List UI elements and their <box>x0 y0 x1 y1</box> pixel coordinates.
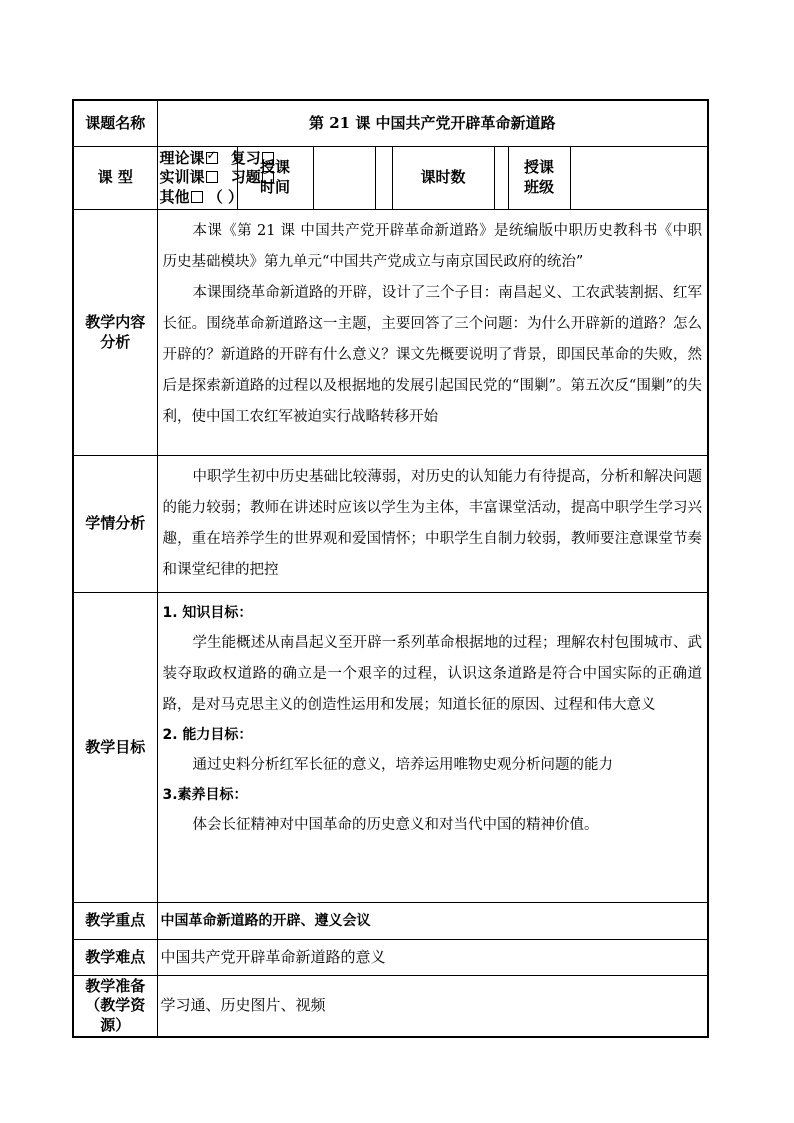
hours-value[interactable] <box>494 146 508 210</box>
student-analysis-paragraph: 中职学生初中历史基础比较薄弱，对历史的认知能力有待提高，分析和解决问题的能力较弱；教师在讲述时应该以学生为主体，丰富课堂活动，提高中职学生学习兴趣，重在培养学生的世界观和爱国情怀；中职学生自制力较弱，教师要注意课堂节奏和课堂纪律的把控 <box>162 469 703 578</box>
difficulties-label: 教学难点 <box>73 940 157 976</box>
knowledge-objective-heading: 1. 知识目标： <box>162 605 253 621</box>
type-other-label: 其他 <box>159 187 190 206</box>
difficulties-text: 中国共产党开辟革命新道路的意义 <box>157 940 708 976</box>
student-analysis-row <box>73 456 708 593</box>
type-theory-label: 理论课 <box>159 148 205 167</box>
type-review-label: 复习 <box>230 148 261 167</box>
teach-time-value[interactable] <box>313 146 375 210</box>
literacy-objective-heading: 3.素养目标： <box>162 787 248 803</box>
class-label-line1: 授课 <box>523 158 554 177</box>
literacy-objective-text: 体会长征精神对中国革命的历史意义和对当代中国的精神价值。 <box>192 817 599 833</box>
teach-time-label-line2: 时间 <box>259 177 290 196</box>
student-analysis-label: 学情分析 <box>73 456 157 593</box>
difficulties-row <box>73 940 708 976</box>
content-analysis-paragraph-2: 本课围绕革命新道路的开辟，设计了三个子目：南昌起义、工农武装割据、红军长征。围绕革命新道路这一主题，主要回答了三个问题：为什么开辟新的道路？怎么开辟的？新道路的开辟有什么意义？课文先概要说明了背景，即国民革命的失败，然后是探索新道路的过程以及根据地的发展引起国民党的“围剿”。第五次反“围剿”的失利，使中国工农红军被迫实行战略转移开始 <box>162 285 703 425</box>
preparation-label-line2: （教学资 <box>85 996 146 1014</box>
teach-time-label-line1: 授课 <box>259 158 290 177</box>
preparation-label <box>73 976 157 1037</box>
objectives-text <box>157 593 708 903</box>
class-label <box>508 146 570 210</box>
exercise-checkbox[interactable] <box>262 171 274 183</box>
content-analysis-paragraph-1: 本课《第 21 课 中国共产党开辟革命新道路》是统编版中职历史教科书《中职历史基础模块》第九单元“中国共产党成立与南京国民政府的统治” <box>162 223 703 270</box>
theory-checkbox[interactable] <box>206 152 218 164</box>
lesson-plan-table <box>72 99 709 1038</box>
type-line-3 <box>159 187 243 208</box>
type-label: 课 型 <box>73 146 157 210</box>
type-practice-label: 实训课 <box>159 168 205 186</box>
type-exercise-label: 习题 <box>230 168 261 186</box>
type-line-1 <box>159 148 261 169</box>
type-line-2 <box>159 168 261 188</box>
student-analysis-text <box>157 456 708 593</box>
preparation-label-line3: 源） <box>100 1015 131 1034</box>
objectives-row <box>73 593 708 903</box>
content-analysis-label-line2: 分析 <box>100 332 131 351</box>
key-points-text: 中国革命新道路的开辟、遵义会议 <box>157 903 708 940</box>
lesson-title: 第 21 课 中国共产党开辟革命新道路 <box>157 100 708 146</box>
preparation-text: 学习通、历史图片、视频 <box>157 976 708 1037</box>
type-row <box>73 146 708 210</box>
spacer-cell-1 <box>375 146 392 210</box>
title-row <box>73 100 708 146</box>
content-analysis-text <box>157 210 708 456</box>
lesson-type-options <box>157 146 261 210</box>
preparation-row <box>73 976 708 1037</box>
content-analysis-label <box>73 210 157 456</box>
objectives-label: 教学目标 <box>73 593 157 903</box>
review-checkbox[interactable] <box>262 152 274 164</box>
key-points-row <box>73 903 708 940</box>
hours-label: 课时数 <box>392 146 494 210</box>
ability-objective-heading: 2. 能力目标： <box>162 727 253 743</box>
key-points-label: 教学重点 <box>73 903 157 940</box>
type-other-blank: （ ） <box>207 187 243 206</box>
preparation-label-line1: 教学准备 <box>85 976 146 995</box>
knowledge-objective-text: 学生能概述从南昌起义至开辟一系列革命根据地的过程；理解农村包围城市、武装夺取政权道路的确立是一个艰辛的过程，认识这条道路是符合中国实际的正确道路，是对马克思主义的创造性运用和发展；知道长征的原因、过程和伟大意义 <box>162 635 703 713</box>
other-checkbox[interactable] <box>191 191 203 203</box>
content-analysis-row <box>73 210 708 456</box>
class-value[interactable] <box>570 146 708 210</box>
ability-objective-text: 通过史料分析红军长征的意义，培养运用唯物史观分析问题的能力 <box>192 757 613 773</box>
content-analysis-label-line1: 教学内容 <box>85 313 146 331</box>
practice-checkbox[interactable] <box>206 171 218 183</box>
title-label: 课题名称 <box>73 100 157 146</box>
class-label-line2: 班级 <box>523 177 554 196</box>
